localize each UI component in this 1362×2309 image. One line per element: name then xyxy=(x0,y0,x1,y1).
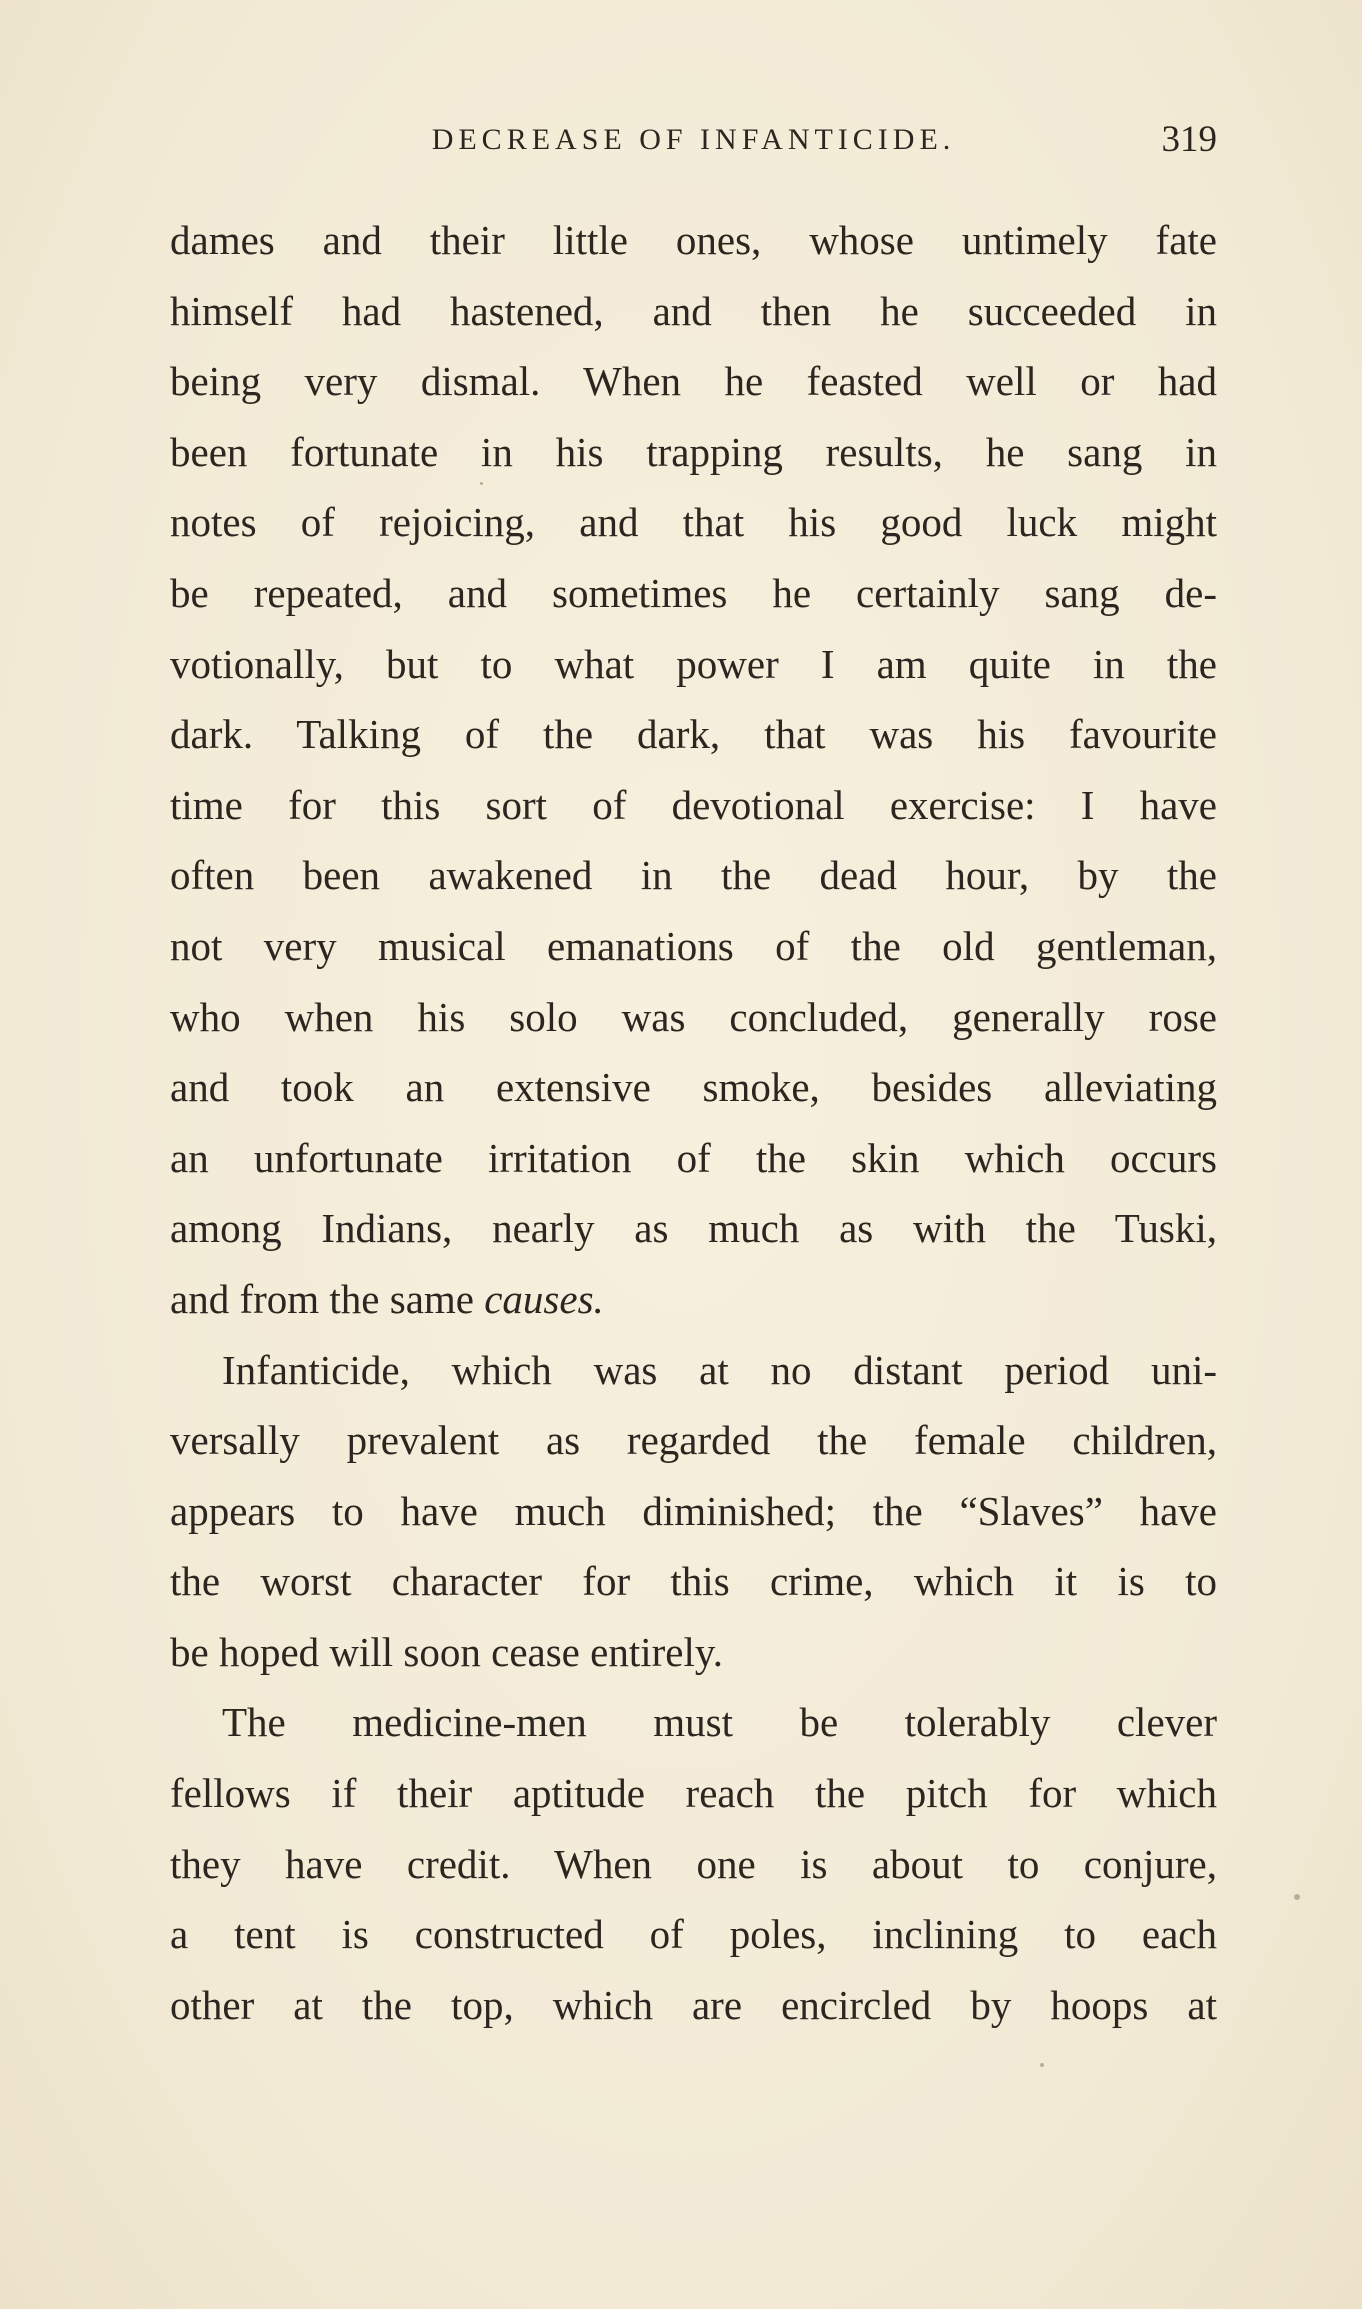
text-line: fellows if their aptitude reach the pitch for which xyxy=(170,1770,1217,1817)
paper-speck xyxy=(1040,2063,1044,2067)
paper-speck xyxy=(480,482,483,485)
text-line: who when his solo was concluded, generally rose xyxy=(170,993,1217,1040)
text-line: versally prevalent as regarded the female children, xyxy=(170,1417,1217,1464)
text-line-paragraph-start: The medicine-men must be tolerably clever xyxy=(222,1699,1217,1746)
text-line: often been awakened in the dead hour, by the xyxy=(170,852,1217,899)
text-line-paragraph-end xyxy=(170,1264,1217,1335)
text-line-paragraph-end: be hoped will soon cease entirely. xyxy=(170,1628,723,1675)
text-line-paragraph-start: Infanticide, which was at no distant period uni- xyxy=(222,1346,1217,1393)
text-line: and took an extensive smoke, besides alleviating xyxy=(170,1064,1217,1111)
text-line: not very musical emanations of the old gentleman, xyxy=(170,922,1217,969)
italic-word: causes. xyxy=(484,1275,604,1322)
text-line: among Indians, nearly as much as with the Tuski, xyxy=(170,1205,1217,1252)
text-line: a tent is constructed of poles, inclining to each xyxy=(170,1911,1217,1958)
text-line: the worst character for this crime, which it is to xyxy=(170,1558,1217,1605)
text-line-segment: and from the same xyxy=(170,1275,474,1322)
text-line: be repeated, and sometimes he certainly sang de- xyxy=(170,569,1217,616)
text-line: dames and their little ones, whose untimely fate xyxy=(170,217,1217,263)
running-head-title: DECREASE OF INFANTICIDE. xyxy=(431,123,956,156)
text-line: notes of rejoicing, and that his good luck might xyxy=(170,499,1217,546)
paper-speck xyxy=(1294,1894,1300,1900)
text-line: appears to have much diminished; the “Slaves” have xyxy=(170,1487,1217,1534)
text-line: time for this sort of devotional exercise: I have xyxy=(170,781,1217,828)
running-head xyxy=(170,118,1217,162)
body-text xyxy=(170,205,1217,2040)
page-number: 319 xyxy=(1161,119,1217,160)
text-line: being very dismal. When he feasted well or had xyxy=(170,358,1217,405)
text-line: votionally, but to what power I am quite in the xyxy=(170,640,1217,687)
text-line: they have credit. When one is about to conjure, xyxy=(170,1840,1217,1887)
text-line: himself had hastened, and then he succeeded in xyxy=(170,287,1217,334)
text-line: other at the top, which are encircled by hoops at xyxy=(170,1981,1217,2028)
text-line: an unfortunate irritation of the skin which occurs xyxy=(170,1134,1217,1181)
text-line: been fortunate in his trapping results, he sang in xyxy=(170,428,1217,475)
text-line: dark. Talking of the dark, that was his favourite xyxy=(170,711,1217,758)
